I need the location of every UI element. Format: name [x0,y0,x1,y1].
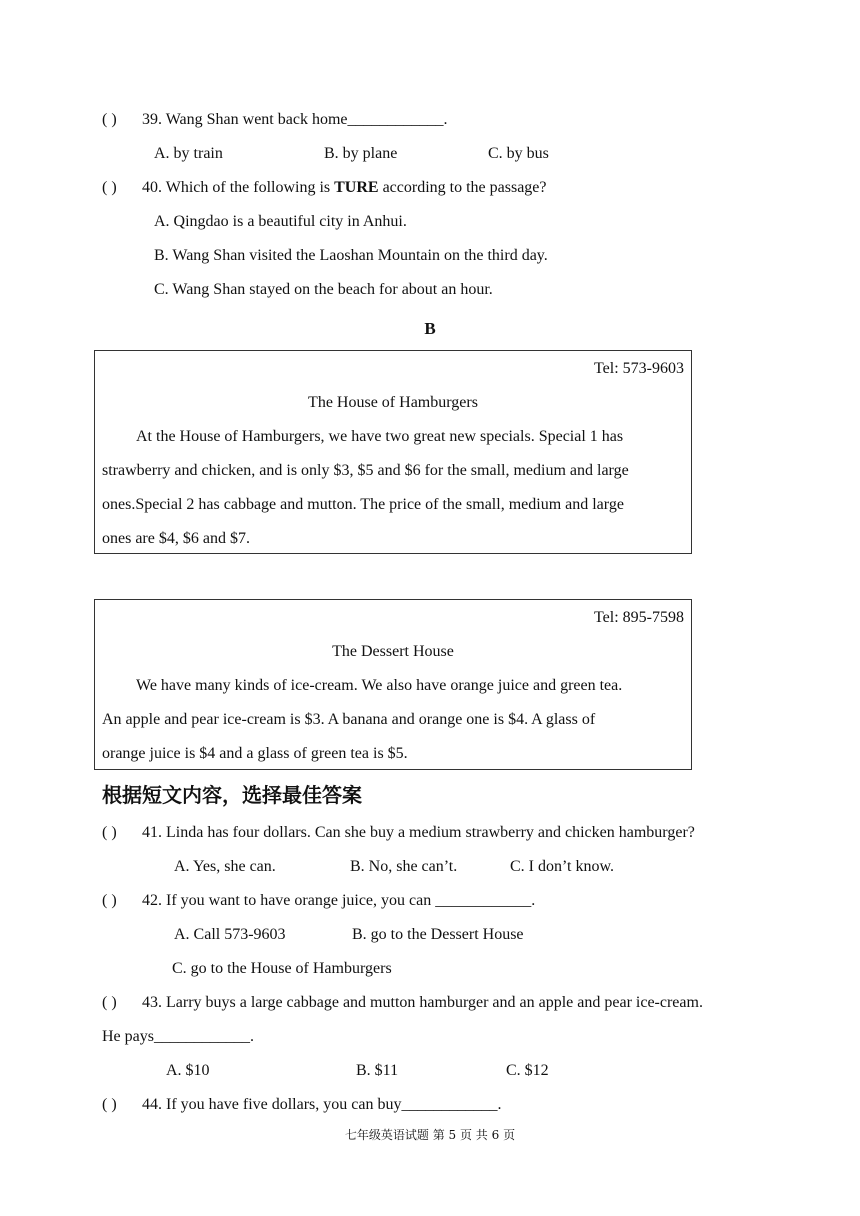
ad1-tel: Tel: 573-9603 [594,360,684,377]
question-42-option-b: B. go to the Dessert House [352,926,524,943]
ad2-title: The Dessert House [332,643,454,660]
ad2-line-2: An apple and pear ice-cream is $3. A banana and orange one is $4. A glass of [102,711,596,728]
question-43-option-b: B. $11 [356,1062,399,1079]
ad2-line-1: We have many kinds of ice-cream. We also have orange juice and green tea. [136,677,623,694]
question-43-text-continued: He pays____________. [102,1028,254,1045]
question-42-text: 42. If you want to have orange juice, you can ____________. [142,892,536,909]
ad1-line-3: ones.Special 2 has cabbage and mutton. The price of the small, medium and large [102,496,624,513]
ad1-line-1: At the House of Hamburgers, we have two great new specials. Special 1 has [136,428,624,445]
question-39-text: 39. Wang Shan went back home____________. [142,111,448,128]
question-43-option-c: C. $12 [506,1062,549,1079]
question-42-option-c: C. go to the House of Hamburgers [172,960,392,977]
ad2-tel: Tel: 895-7598 [594,609,684,626]
ad-house-of-hamburgers [94,350,692,554]
question-41-option-a: A. Yes, she can. [174,858,276,875]
question-39-option-c: C. by bus [488,145,549,162]
question-40-option-b: B. Wang Shan visited the Laoshan Mountain on the third day. [154,247,548,264]
question-42-option-a: A. Call 573-9603 [174,926,286,943]
question-40-option-a: A. Qingdao is a beautiful city in Anhui. [154,213,407,230]
answer-blank-41: ( ) [102,824,117,841]
ad2-line-3: orange juice is $4 and a glass of green tea is $5. [102,745,408,762]
ad1-title: The House of Hamburgers [308,394,478,411]
question-44-text: 44. If you have five dollars, you can buy____________. [142,1096,502,1113]
question-41-option-b: B. No, she can’t. [350,858,458,875]
question-40-text-before: 40. Which of the following is [142,179,335,196]
page-footer: 七年级英语试题 第 5 页 共 6 页 [344,1128,516,1142]
question-41-text: 41. Linda has four dollars. Can she buy a medium strawberry and chicken hamburger? [142,824,695,841]
question-39-option-a: A. by train [154,145,223,162]
answer-blank-42: ( ) [102,892,117,909]
answer-blank-39: ( ) [102,111,117,128]
answer-blank-44: ( ) [102,1096,117,1113]
question-41-option-c: C. I don’t know. [510,858,614,875]
section-heading: B [424,319,436,338]
ad1-line-2: strawberry and chicken, and is only $3, $5 and $6 for the small, medium and large [102,462,629,479]
answer-blank-43: ( ) [102,994,117,1011]
question-40-option-c: C. Wang Shan stayed on the beach for about an hour. [154,281,493,298]
question-40-text-after: according to the passage? [378,179,547,196]
ad1-line-4: ones are $4, $6 and $7. [102,530,250,547]
instruction-heading: 根据短文内容，选择最佳答案 [102,783,362,807]
question-39-option-b: B. by plane [324,145,398,162]
question-43-text: 43. Larry buys a large cabbage and mutton hamburger and an apple and pear ice-cream. [142,994,703,1011]
answer-blank-40: ( ) [102,179,117,196]
question-40-text [142,178,547,198]
question-43-option-a: A. $10 [166,1062,210,1079]
question-40-bold-word: TURE [334,179,379,196]
